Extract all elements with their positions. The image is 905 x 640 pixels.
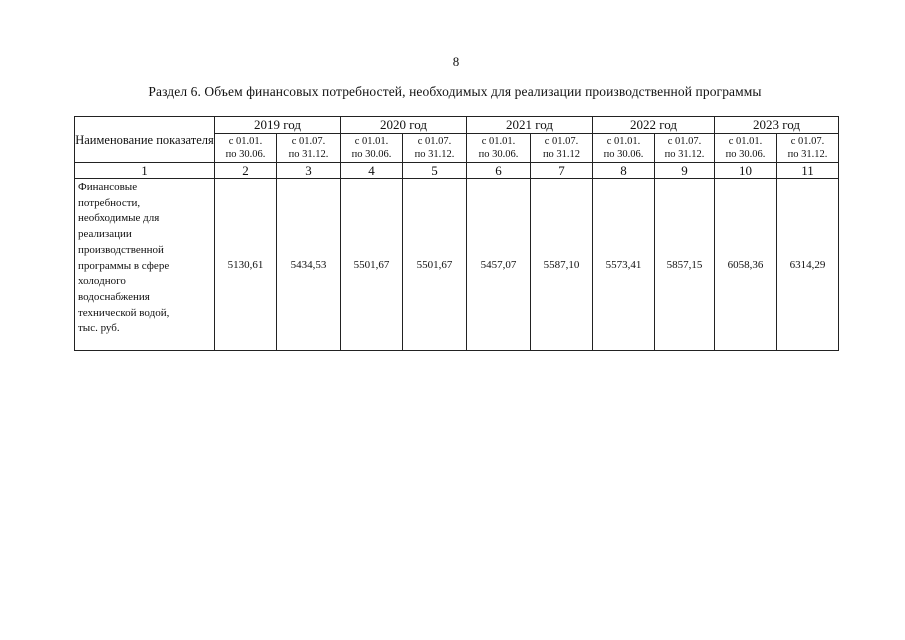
period-end: по 30.06. [725, 149, 766, 160]
row-name-line: необходимые для [78, 212, 160, 225]
period-start: с 01.07. [790, 136, 825, 147]
value-cell: 6314,29 [777, 179, 839, 351]
row-name-line: тыс. руб. [78, 322, 120, 335]
period-header-cell [593, 134, 655, 163]
section-title: Раздел 6. Объем финансовых потребностей, необходимых для реализации производственной программы [148, 84, 762, 99]
period-end: по 31.12. [414, 149, 455, 160]
value-cell: 5434,53 [277, 179, 341, 351]
value-cell: 5501,67 [341, 179, 403, 351]
period-header-cell [403, 134, 467, 163]
row-name-line: водоснабжения [78, 290, 150, 303]
period-end: по 30.06. [351, 149, 392, 160]
value-cell: 5457,07 [467, 179, 531, 351]
value-cell: 5587,10 [531, 179, 593, 351]
period-end: по 31.12. [787, 149, 828, 160]
column-number-cell: 2 [215, 163, 277, 179]
column-number-cell: 8 [593, 163, 655, 179]
period-start: с 01.07. [544, 136, 579, 147]
value-cell: 5130,61 [215, 179, 277, 351]
row-name-line: программы в сфере [78, 259, 170, 272]
column-number-cell: 5 [403, 163, 467, 179]
year-header-2020: 2020 год [341, 117, 467, 134]
period-start: с 01.07. [667, 136, 702, 147]
period-start: с 01.01. [354, 136, 389, 147]
page-number: 8 [452, 54, 460, 69]
column-number-cell: 3 [277, 163, 341, 179]
period-header-cell [215, 134, 277, 163]
year-header-2022: 2022 год [593, 117, 715, 134]
value-cell: 5501,67 [403, 179, 467, 351]
column-number-cell: 6 [467, 163, 531, 179]
period-end: по 30.06. [478, 149, 519, 160]
column-number-cell: 10 [715, 163, 777, 179]
period-header-cell [531, 134, 593, 163]
year-header-2023: 2023 год [715, 117, 839, 134]
name-header-cell: Наименование показателя [75, 117, 215, 163]
row-name-line: Финансовые [78, 181, 138, 193]
column-number-cell: 7 [531, 163, 593, 179]
row-name-line: холодного [78, 275, 126, 288]
period-start: с 01.07. [417, 136, 452, 147]
column-number-cell: 9 [655, 163, 715, 179]
period-header-cell [467, 134, 531, 163]
period-start: с 01.01. [606, 136, 641, 147]
period-header-cell [777, 134, 839, 163]
period-end: по 31.12. [288, 149, 329, 160]
period-start: с 01.01. [481, 136, 516, 147]
period-start: с 01.01. [228, 136, 263, 147]
row-name-line: производственной [78, 243, 164, 256]
row-name-line: потребности, [78, 196, 141, 209]
row-name-line: технической водой, [78, 306, 170, 319]
period-start: с 01.07. [291, 136, 326, 147]
period-header-cell [341, 134, 403, 163]
period-end: по 30.06. [225, 149, 266, 160]
value-cell: 5857,15 [655, 179, 715, 351]
period-end: по 30.06. [603, 149, 644, 160]
column-number-cell: 1 [75, 163, 215, 179]
column-number-cell: 11 [777, 163, 839, 179]
financial-needs-table [74, 116, 839, 351]
row-name-line: реализации [78, 228, 132, 241]
period-header-cell [715, 134, 777, 163]
year-header-2019: 2019 год [215, 117, 341, 134]
period-header-cell [655, 134, 715, 163]
value-cell: 6058,36 [715, 179, 777, 351]
period-start: с 01.01. [728, 136, 763, 147]
period-end: по 31.12 [542, 149, 581, 160]
year-header-2021: 2021 год [467, 117, 593, 134]
column-number-cell: 4 [341, 163, 403, 179]
row-name-cell [75, 179, 215, 351]
period-end: по 31.12. [664, 149, 705, 160]
period-header-cell [277, 134, 341, 163]
value-cell: 5573,41 [593, 179, 655, 351]
